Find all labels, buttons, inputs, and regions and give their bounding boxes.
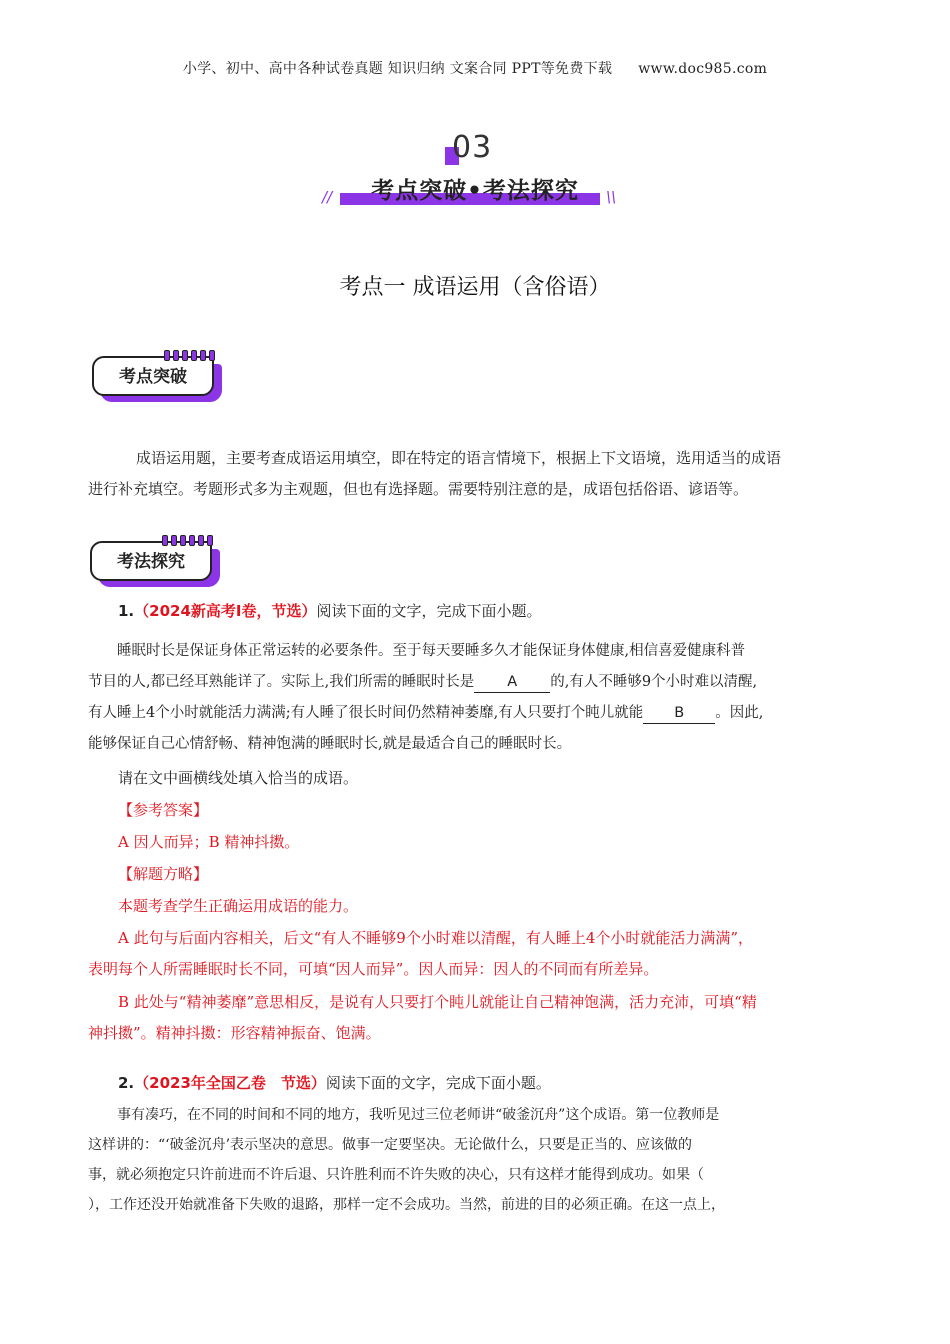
q2-prompt: 阅读下面的文字，完成下面小题。 [325, 1074, 551, 1092]
tag-label: 考点突破 [119, 367, 187, 387]
answer-text: A 因人而异；B 精神抖擞。 [118, 833, 300, 851]
q1-heading [118, 596, 898, 627]
blank-b: B [643, 703, 715, 724]
passage-line: ），工作还没开始就准备下失败的退路，那样一定不会成功。当然，前进的目的必须正确。在这一点上， [88, 1197, 725, 1213]
passage-line [88, 667, 888, 698]
q2-source: （2023年全国乙卷 节选） [134, 1074, 326, 1092]
q2-passage [88, 1100, 888, 1220]
binder-rings-icon [164, 350, 218, 360]
strategy-line: 表明每个人所需睡眠时长不同，可填“因人而异”。因人而异：因人的不同而有所差异。 [88, 960, 659, 978]
site-header [0, 58, 950, 78]
q1-passage [88, 636, 888, 760]
answer-label: 【参考答案】 [118, 801, 209, 819]
q1-prompt: 阅读下面的文字，完成下面小题。 [316, 602, 542, 620]
q2-heading [118, 1068, 898, 1099]
passage-text: 的,有人不睡够9个小时难以清醒, [550, 674, 758, 690]
q1-instruction: 请在文中画横线处填入恰当的成语。 [118, 769, 359, 787]
intro-paragraph [88, 443, 888, 505]
site-url[interactable]: www.doc985.com [638, 61, 768, 77]
binder-rings-icon [162, 535, 216, 545]
passage-line: 事有凑巧，在不同的时间和不同的地方，我听见过三位老师讲“破釜沉舟”这个成语。第一位教师是 [117, 1107, 720, 1123]
strategy-line: 本题考查学生正确运用成语的能力。 [118, 897, 359, 915]
strategy-a [88, 923, 888, 985]
passage-line [88, 698, 888, 729]
passage-text: 。因此, [715, 705, 764, 721]
tag-label: 考法探究 [117, 552, 185, 572]
section-banner-title: 考点突破•考法探究 [371, 178, 579, 204]
intro-line: 进行补充填空。考题形式多为主观题，但也有选择题。需要特别注意的是，成语包括俗语、谚语等。 [88, 480, 749, 498]
section-number: 03 [452, 130, 493, 165]
tag-breakthrough [92, 356, 222, 404]
tag-method [90, 541, 220, 589]
intro-line: 成语运用题，主要考查成语运用填空，即在特定的语言情境下，根据上下文语境，选用适当的成语 [136, 449, 782, 467]
blank-a: A [474, 672, 550, 693]
q1-source: （2024新高考Ⅰ卷，节选） [134, 602, 317, 620]
passage-line: 这样讲的：“‘破釜沉舟’表示坚决的意思。做事一定要坚决。无论做什么，只要是正当的、应该做的 [88, 1137, 693, 1153]
topic-title: 考点一 成语运用（含俗语） [339, 275, 611, 300]
q1-number: 1. [118, 602, 135, 620]
banner-left-slashes: // [322, 188, 333, 206]
passage-text: 节目的人,都已经耳熟能详了。实际上,我们所需的睡眠时长是 [88, 674, 475, 690]
banner-right-slashes: \\ [606, 188, 617, 206]
passage-line: 睡眠时长是保证身体正常运转的必要条件。至于每天要睡多久才能保证身体健康,相信喜爱健康科普 [117, 643, 746, 659]
passage-line: 事，就必须抱定只许前进而不许后退、只许胜利而不许失败的决心，只有这样才能得到成功。如果（ [88, 1167, 704, 1183]
strategy-line: A 此句与后面内容相关，后文“有人不睡够9个小时难以清醒，有人睡上4个小时就能活力满满”， [118, 929, 754, 947]
passage-text: 有人睡上4个小时就能活力满满;有人睡了很长时间仍然精神萎靡,有人只要打个盹儿就能 [88, 705, 644, 721]
q2-number: 2. [118, 1074, 135, 1092]
strategy-label: 【解题方略】 [118, 865, 209, 883]
strategy-b [88, 987, 888, 1049]
strategy-line: 神抖擞”。精神抖擞：形容精神振奋、饱满。 [88, 1024, 381, 1042]
passage-line: 能够保证自己心情舒畅、精神饱满的睡眠时长,就是最适合自己的睡眠时长。 [88, 736, 572, 752]
site-header-text: 小学、初中、高中各种试卷真题 知识归纳 文案合同 PPT等免费下载 [182, 61, 613, 77]
strategy-line: B 此处与“精神萎靡”意思相反，是说有人只要打个盹儿就能让自己精神饱满，活力充沛，可填“精 [118, 993, 757, 1011]
